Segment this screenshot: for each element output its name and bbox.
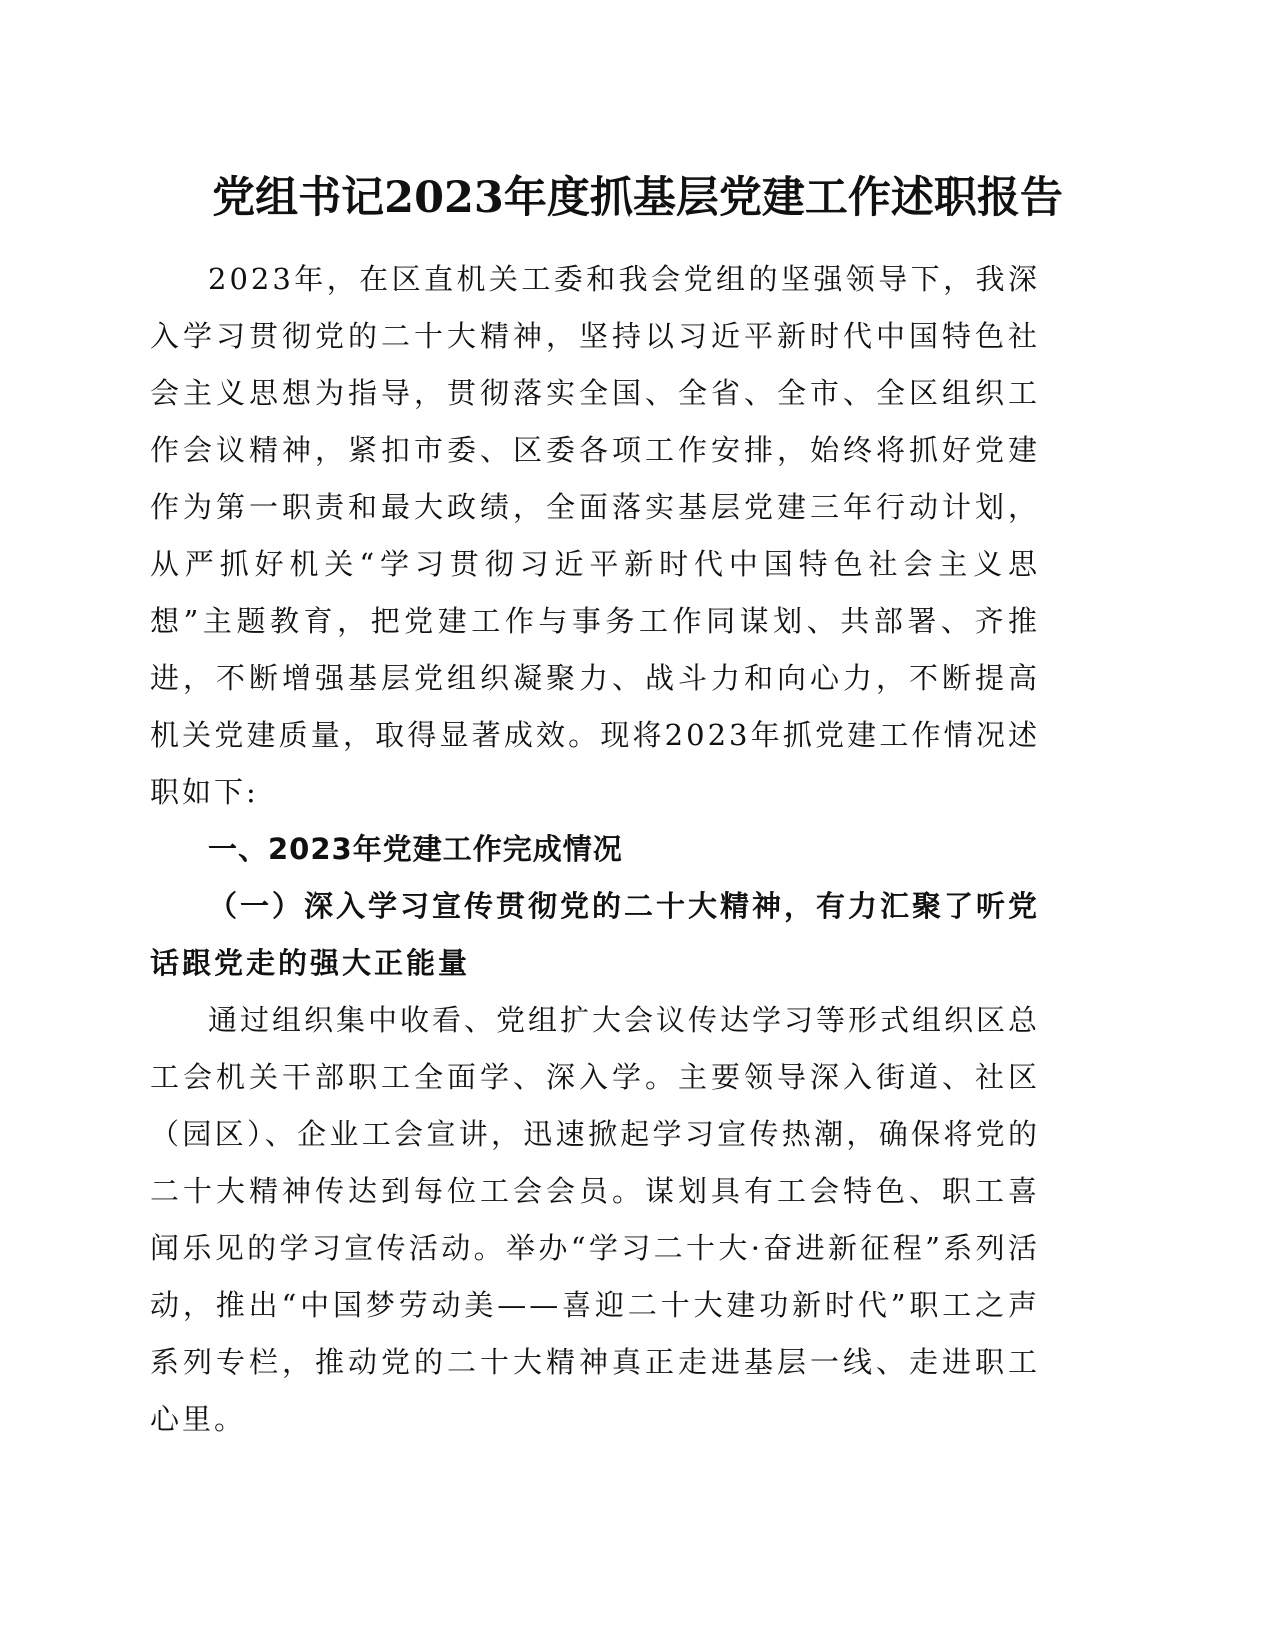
intro-paragraph: 2023年，在区直机关工委和我会党组的坚强领导下，我深入学习贯彻党的二十大精神，坚持以习近平新时代中国特色社会主义思想为指导，贯彻落实全国、全省、全市、全区组织工作会议精神，紧扣市委、区委各项工作安排，始终将抓好党建作为第一职责和最大政绩，全面落实基层党建三年行动计划，从严抓好机关“学习贯彻习近平新时代中国特色社会主义思想”主题教育，把党建工作与事务工作同谋划、共部署、齐推进，不断增强基层党组织凝聚力、战斗力和向心力，不断提高机关党建质量，取得显著成效。现将2023年抓党建工作情况述职如下: <box>150 262 1040 809</box>
subsection-heading-1: （一）深入学习宣传贯彻党的二十大精神，有力汇聚了听党话跟党走的强大正能量 <box>150 889 1041 980</box>
document-body <box>150 251 1040 1448</box>
document-title: 党组书记2023年度抓基层党建工作述职报告 <box>212 173 1063 223</box>
section-heading-1: 一、2023年党建工作完成情况 <box>208 832 623 866</box>
subsection-1-paragraph: 通过组织集中收看、党组扩大会议传达学习等形式组织区总工会机关干部职工全面学、深入学。主要领导深入街道、社区（园区）、企业工会宣讲，迅速掀起学习宣传热潮，确保将党的二十大精神传达到每位工会会员。谋划具有工会特色、职工喜闻乐见的学习宣传活动。举办“学习二十大·奋进新征程”系列活动，推出“中国梦劳动美——喜迎二十大建功新时代”职工之声系列专栏，推动党的二十大精神真正走进基层一线、走进职工心里。 <box>150 1003 1041 1436</box>
